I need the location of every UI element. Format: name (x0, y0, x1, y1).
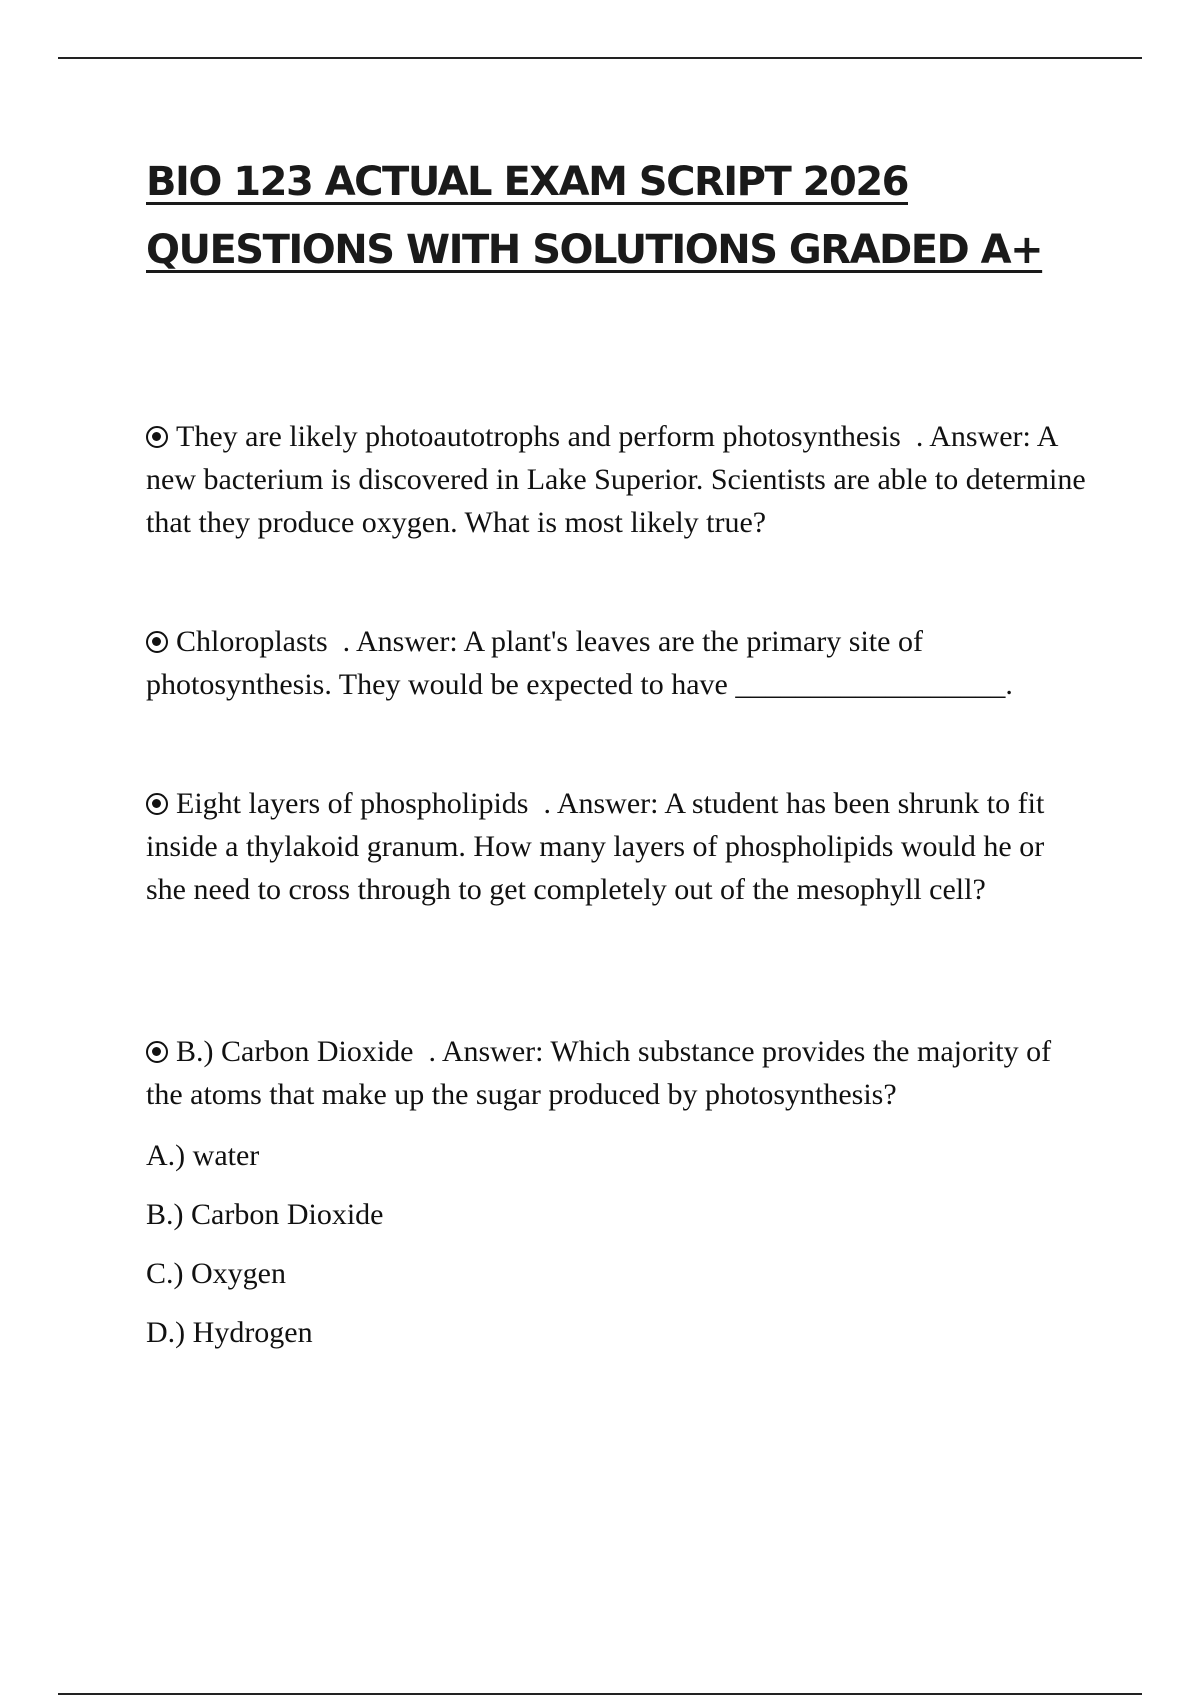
document-title (146, 148, 1106, 284)
bottom-divider (58, 1693, 1142, 1695)
answer-options-list (146, 1134, 383, 1370)
radio-bullet-icon (146, 631, 168, 653)
question-text: A student has been shrunk to fit inside a thylakoid granum. How many layers of phospholipids would he or she need to cross through to get completely out of the mesophyll cell? (146, 787, 1045, 906)
question-text: A plant's leaves are the primary site of photosynthesis. They would be expected to have __________________. (146, 625, 1013, 701)
answer-text: Eight layers of phospholipids (176, 787, 529, 820)
option-d: D.) Hydrogen (146, 1316, 313, 1349)
option-b: B.) Carbon Dioxide (146, 1198, 384, 1231)
radio-bullet-icon (146, 1041, 168, 1063)
question-text: A new bacterium is discovered in Lake Superior. Scientists are able to determine that they produce oxygen. What is most likely true? (146, 420, 1086, 539)
answer-text: They are likely photoautotrophs and perform photosynthesis (176, 420, 901, 453)
top-divider (58, 57, 1142, 59)
qa-item-1 (146, 415, 1091, 544)
radio-bullet-icon (146, 426, 168, 448)
answer-text: B.) Carbon Dioxide (176, 1035, 414, 1068)
qa-item-4 (146, 1030, 1091, 1116)
option-c: C.) Oxygen (146, 1257, 286, 1290)
answer-separator: . Answer: (413, 1035, 551, 1068)
qa-item-3 (146, 782, 1091, 911)
answer-separator: . Answer: (327, 625, 464, 658)
qa-item-2 (146, 620, 1091, 706)
radio-bullet-icon (146, 793, 168, 815)
title-line-1: BIO 123 ACTUAL EXAM SCRIPT 2026 (146, 159, 908, 205)
title-line-2: QUESTIONS WITH SOLUTIONS GRADED A+ (146, 227, 1043, 273)
question-text: Which substance provides the majority of the atoms that make up the sugar produced by photosynthesis? (146, 1035, 1052, 1111)
answer-separator: . Answer: (528, 787, 665, 820)
answer-text: Chloroplasts (176, 625, 328, 658)
option-a: A.) water (146, 1139, 260, 1172)
answer-separator: . Answer: (900, 420, 1037, 453)
